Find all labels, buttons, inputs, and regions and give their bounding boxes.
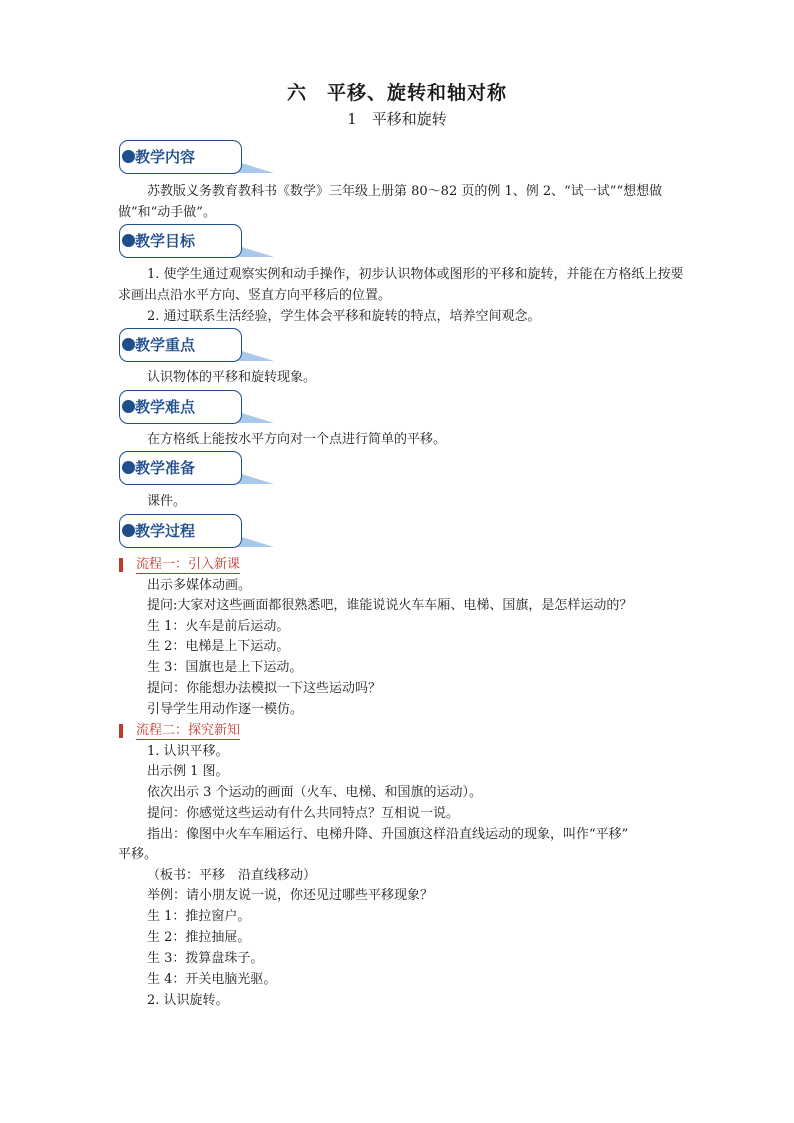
goal-item-1: 1. 使学生通过观察实例和动手操作，初步认识物体或图形的平移和旋转，并能在方格纸上按要求画出点沿水平方向、竖直方向平移后的位置。 [118, 267, 684, 303]
flow-marker-icon [119, 558, 123, 572]
bullet-dot-icon [122, 461, 135, 474]
section-label: 教学重点 [135, 336, 196, 354]
bullet-dot-icon [122, 234, 135, 247]
bullet-dot-icon [122, 524, 135, 537]
bullet-dot-icon [122, 338, 135, 351]
flow2-line: 2. 认识旋转。 [147, 993, 229, 1008]
bullet-dot-icon [122, 400, 135, 413]
chapter-title: 六 平移、旋转和轴对称 [286, 82, 507, 104]
preparation-text: 课件。 [147, 494, 187, 509]
flow1-line: 引导学生用动作逐一模仿。 [147, 702, 304, 717]
flow2-line: 指出：像图中火车车厢运行、电梯升降、升国旗这样沿直线运动的现象，叫作“平移” [147, 827, 629, 842]
flow1-line: 生 2：电梯是上下运动。 [147, 639, 290, 654]
flow2-line: 平移。 [118, 847, 158, 862]
section-header-content [119, 140, 275, 180]
section-header-preparation [119, 451, 275, 491]
section-header-goals [119, 224, 275, 264]
flow2-line: 生 1：推拉窗户。 [147, 909, 251, 924]
flow-marker-icon [119, 724, 123, 738]
flow-title: 流程一：引入新课 [136, 557, 241, 572]
flow2-line: 生 2：推拉抽屉。 [147, 930, 251, 945]
section-label: 教学目标 [135, 232, 196, 250]
content-text: 苏教版义务教育教科书《数学》三年级上册第 80～82 页的例 1、例 2、“试一试”“想想做做”和“动手做”。 [118, 184, 663, 220]
flow1-line: 提问:大家对这些画面都很熟悉吧，谁能说说火车车厢、电梯、国旗，是怎样运动的？ [147, 598, 633, 613]
flow2-line: 1. 认识平移。 [147, 744, 229, 759]
key-points-text: 认识物体的平移和旋转现象。 [147, 370, 317, 385]
section-label: 教学内容 [135, 148, 196, 166]
flow2-line: 生 4：开关电脑光驱。 [147, 972, 277, 987]
flow2-line: 举例：请小朋友说一说，你还见过哪些平移现象？ [147, 888, 434, 903]
goal-item-2: 2. 通过联系生活经验，学生体会平移和旋转的特点，培养空间观念。 [147, 309, 541, 324]
flow1-line: 生 1：火车是前后运动。 [147, 619, 290, 634]
flow2-line: （板书：平移 沿直线移动） [147, 868, 317, 883]
lesson-title: 1 平移和旋转 [347, 110, 447, 128]
flow2-line: 提问：你感觉这些运动有什么共同特点？互相说一说。 [147, 806, 460, 821]
section-header-process [119, 514, 275, 554]
section-label: 教学准备 [135, 459, 196, 477]
section-header-difficulties [119, 390, 275, 430]
flow1-line: 提问：你能想办法模拟一下这些运动吗？ [147, 681, 382, 696]
section-label: 教学难点 [135, 398, 196, 416]
flow1-line: 生 3：国旗也是上下运动。 [147, 660, 303, 675]
flow2-line: 生 3：拨算盘珠子。 [147, 951, 264, 966]
flow1-line: 出示多媒体动画。 [147, 578, 252, 593]
difficulties-text: 在方格纸上能按水平方向对一个点进行简单的平移。 [147, 432, 447, 447]
section-label: 教学过程 [135, 522, 196, 540]
bullet-dot-icon [122, 150, 135, 163]
section-header-key-points [119, 328, 275, 368]
flow2-line: 依次出示 3 个运动的画面（火车、电梯、和国旗的运动）。 [147, 785, 483, 800]
flow-title: 流程二：探究新知 [136, 723, 241, 738]
flow2-line: 出示例 1 图。 [147, 764, 229, 779]
